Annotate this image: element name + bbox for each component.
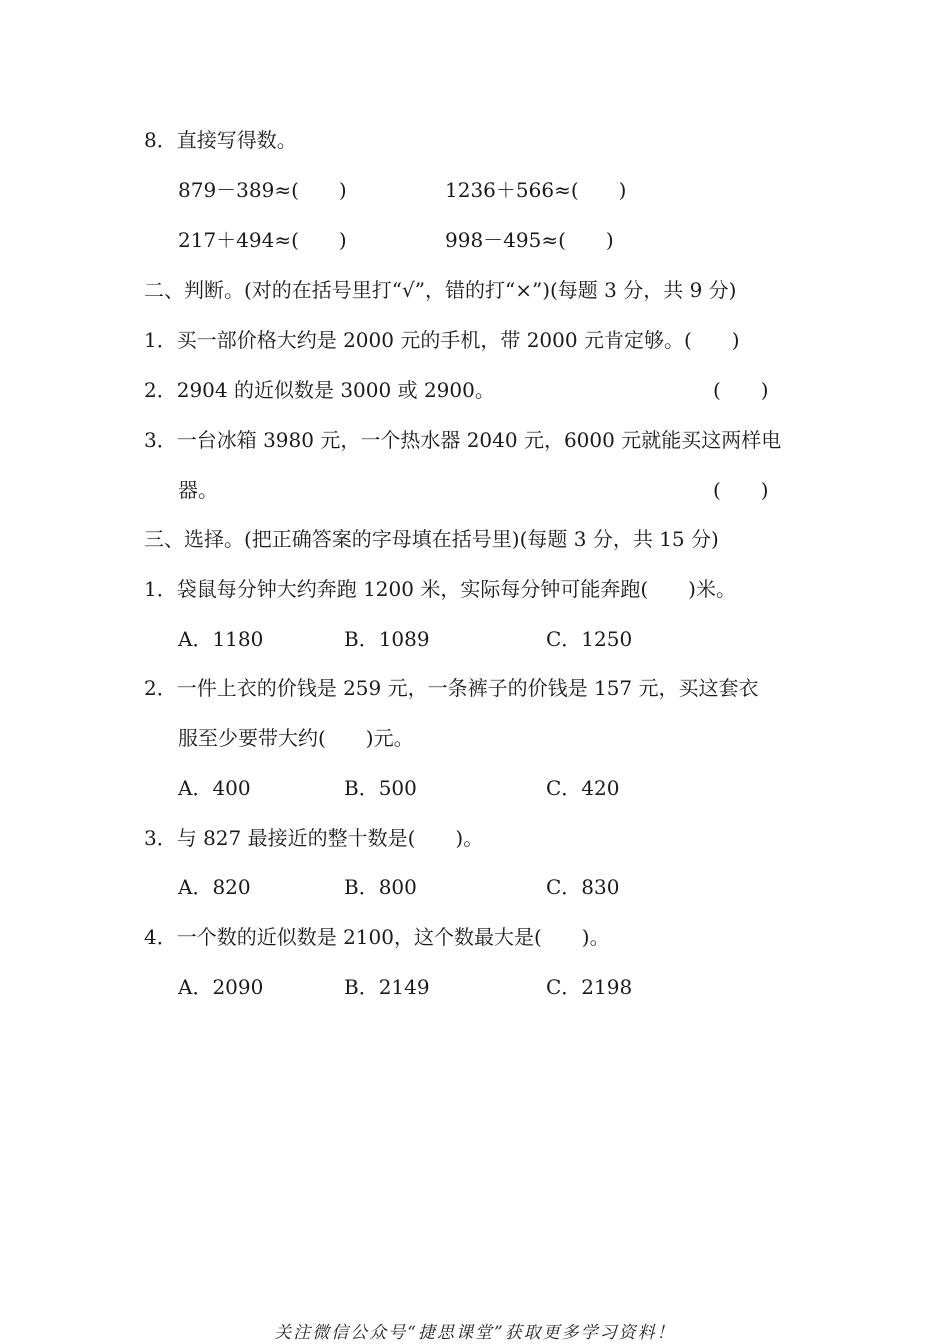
choice-q3-option-b: B．800 (344, 875, 417, 899)
choice-q3-option-c: C．830 (546, 875, 620, 899)
choice-heading: 三、选择。(把正确答案的字母填在括号里)(每题 3 分，共 15 分) (144, 527, 719, 551)
choice-q4-option-c: C．2198 (546, 975, 633, 999)
choice-q1-option-a: A．1180 (178, 627, 264, 651)
q8-item-1: 879－389≈( ) (178, 178, 347, 202)
choice-q3-option-a: A．820 (178, 875, 251, 899)
judge-q2: 2．2904 的近似数是 3000 或 2900。 (144, 378, 495, 402)
choice-q2-option-a: A．400 (178, 776, 251, 800)
choice-q2-option-c: C．420 (546, 776, 620, 800)
choice-q2-line1: 2．一件上衣的价钱是 259 元，一条裤子的价钱是 157 元，买这套衣 (144, 676, 759, 700)
judge-q3-answer-paren: ( ) (713, 478, 769, 502)
judge-q3-line2: 器。 (178, 478, 218, 502)
footer-promo-text: 关注微信公众号“捷思课堂”获取更多学习资料！ (274, 1323, 676, 1343)
judge-q3-line1: 3．一台冰箱 3980 元，一个热水器 2040 元，6000 元就能买这两样电 (144, 428, 782, 452)
choice-q4-option-a: A．2090 (178, 975, 264, 999)
choice-q4: 4．一个数的近似数是 2100，这个数最大是( )。 (144, 925, 610, 949)
judge-q1: 1．买一部价格大约是 2000 元的手机，带 2000 元肯定够。( ) (144, 328, 740, 352)
choice-q1: 1．袋鼠每分钟大约奔跑 1200 米，实际每分钟可能奔跑( )米。 (144, 577, 736, 601)
choice-q1-option-b: B．1089 (344, 627, 430, 651)
q8-title: 8．直接写得数。 (144, 128, 297, 152)
choice-q3: 3．与 827 最接近的整十数是( )。 (144, 826, 484, 850)
choice-q2-option-b: B．500 (344, 776, 417, 800)
q8-item-2: 1236＋566≈( ) (445, 178, 627, 202)
choice-q2-line2: 服至少要带大约( )元。 (178, 726, 414, 750)
choice-q1-option-c: C．1250 (546, 627, 633, 651)
judge-q2-answer-paren: ( ) (713, 378, 769, 402)
q8-item-4: 998－495≈( ) (445, 228, 614, 252)
q8-item-3: 217＋494≈( ) (178, 228, 347, 252)
choice-q4-option-b: B．2149 (344, 975, 430, 999)
judge-heading: 二、判断。(对的在括号里打“√”，错的打“×”)(每题 3 分，共 9 分) (144, 278, 737, 302)
